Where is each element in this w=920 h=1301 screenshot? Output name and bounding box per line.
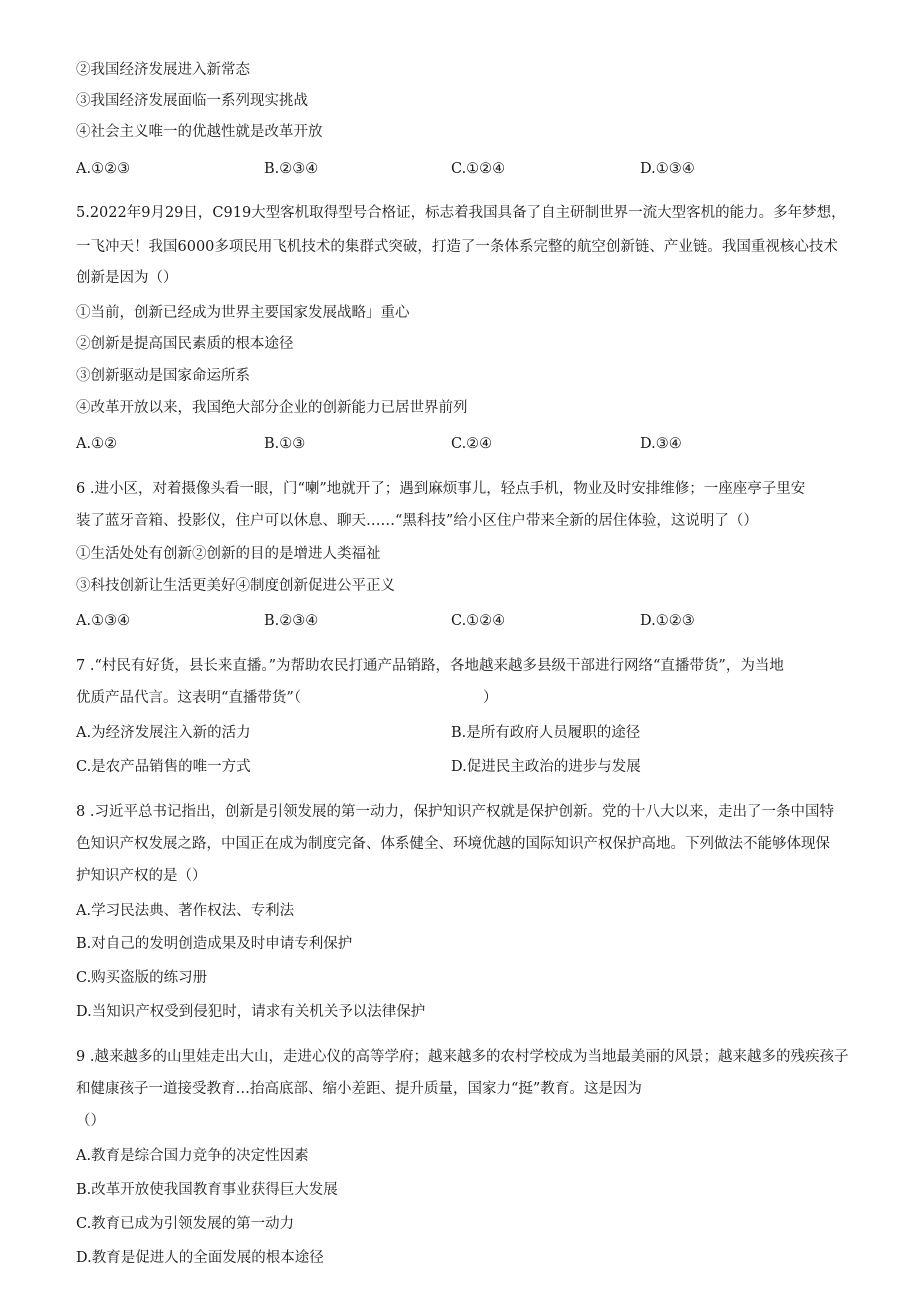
q7-option-c: C.是农产品销售的唯一方式 (76, 759, 251, 775)
q9-option-d: D.教育是促进人的全面发展的根本途径 (76, 1250, 324, 1266)
q8-option-c: C.购买盗版的练习册 (76, 970, 208, 986)
q8-option-d: D.当知识产权受到侵犯时，请求有关机关予以法律保护 (76, 1004, 426, 1020)
q5-stem-line: 创新是因为（） (76, 270, 178, 286)
q5-stem-line: 5.2022年9月29日，C919大型客机取得型号合格证，标志着我国具备了自主研制世界一流大型客机的能力。多年梦想， (76, 205, 846, 221)
q5-statement: ②创新是提高国民素质的根本途径 (76, 336, 294, 352)
q4-statement: ④社会主义唯一的优越性就是改革开放 (76, 124, 323, 140)
q4-option-d: D.①③④ (640, 161, 695, 177)
q8-option-a: A.学习民法典、著作权法、专利法 (76, 903, 295, 919)
q4-option-a: A.①②③ (76, 161, 131, 177)
q7-option-b: B.是所有政府人员履职的途径 (451, 725, 641, 741)
q7-option-d: D.促进民主政治的进步与发展 (451, 759, 641, 775)
q4-statement: ③我国经济发展面临一系列现实挑战 (76, 93, 308, 109)
q6-stem-line: 装了蓝牙音箱、投影仪，住户可以休息、聊天……“黑科技”给小区住户带来全新的居住体验，这说明了（） (76, 513, 758, 529)
q7-stem-line: 优质产品代言。这表明“直播带货”（ (76, 690, 302, 706)
q5-option-b: B.①③ (264, 436, 306, 452)
q7-stem-close-paren: ） (483, 690, 498, 706)
q6-statement: ③科技创新让生活更美好④制度创新促进公平正义 (76, 578, 395, 594)
q4-option-c: C.①②④ (451, 161, 506, 177)
q6-option-d: D.①②③ (640, 613, 695, 629)
q7-option-a: A.为经济发展注入新的活力 (76, 725, 251, 741)
q9-stem-line: 和健康孩子一道接受教育…抬高底部、缩小差距、提升质量，国家力“挺”教育。这是因为 (76, 1081, 642, 1097)
q6-stem-line: 6 .进小区，对着摄像头看一眼，门“喇”地就开了；遇到麻烦事儿，轻点手机，物业及时安排维修；一座座亭子里安 (76, 481, 806, 497)
q5-statement: ④改革开放以来，我国绝大部分企业的创新能力已居世界前列 (76, 400, 468, 416)
q5-stem-line: 一飞冲天！我国6000多项民用飞机技术的集群式突破，打造了一条体系完整的航空创新链、产业链。我国重视核心技术 (76, 239, 838, 255)
q9-option-b: B.改革开放使我国教育事业获得巨大发展 (76, 1182, 338, 1198)
q9-stem-line: （） (76, 1113, 105, 1129)
q5-option-a: A.①② (76, 436, 118, 452)
q6-option-b: B.②③④ (264, 613, 319, 629)
q8-stem-line: 色知识产权发展之路，中国正在成为制度完备、体系健全、环境优越的国际知识产权保护高地。下列做法不能够体现保 (76, 836, 830, 852)
q4-option-b: B.②③④ (264, 161, 319, 177)
q6-statement: ①生活处处有创新②创新的目的是增进人类福祉 (76, 546, 381, 562)
q9-stem-line: 9 .越来越多的山里娃走出大山，走进心仪的高等学府；越来越多的农村学校成为当地最美丽的风景；越来越多的残疾孩子 (76, 1049, 849, 1065)
q8-option-b: B.对自己的发明创造成果及时申请专利保护 (76, 936, 353, 952)
q9-option-a: A.教育是综合国力竞争的决定性因素 (76, 1148, 309, 1164)
q8-stem-line: 8 .习近平总书记指出，创新是引领发展的第一动力，保护知识产权就是保护创新。党的十八大以来，走出了一条中国特 (76, 804, 834, 820)
q4-statement: ②我国经济发展进入新常态 (76, 62, 250, 78)
q5-statement: ①当前，创新已经成为世界主要国家发展战略」重心 (76, 305, 410, 321)
q5-option-c: C.②④ (451, 436, 493, 452)
q7-stem-line: 7 .“村民有好货，县长来直播。”为帮助农民打通产品销路，各地越来越多县级干部进行网络“直播带货”，为当地 (76, 658, 784, 674)
q5-statement: ③创新驱动是国家命运所系 (76, 368, 250, 384)
q8-stem-line: 护知识产权的是（） (76, 868, 207, 884)
q6-option-c: C.①②④ (451, 613, 506, 629)
q6-option-a: A.①③④ (76, 613, 131, 629)
q5-option-d: D.③④ (640, 436, 682, 452)
q9-option-c: C.教育已成为引领发展的第一动力 (76, 1216, 295, 1232)
